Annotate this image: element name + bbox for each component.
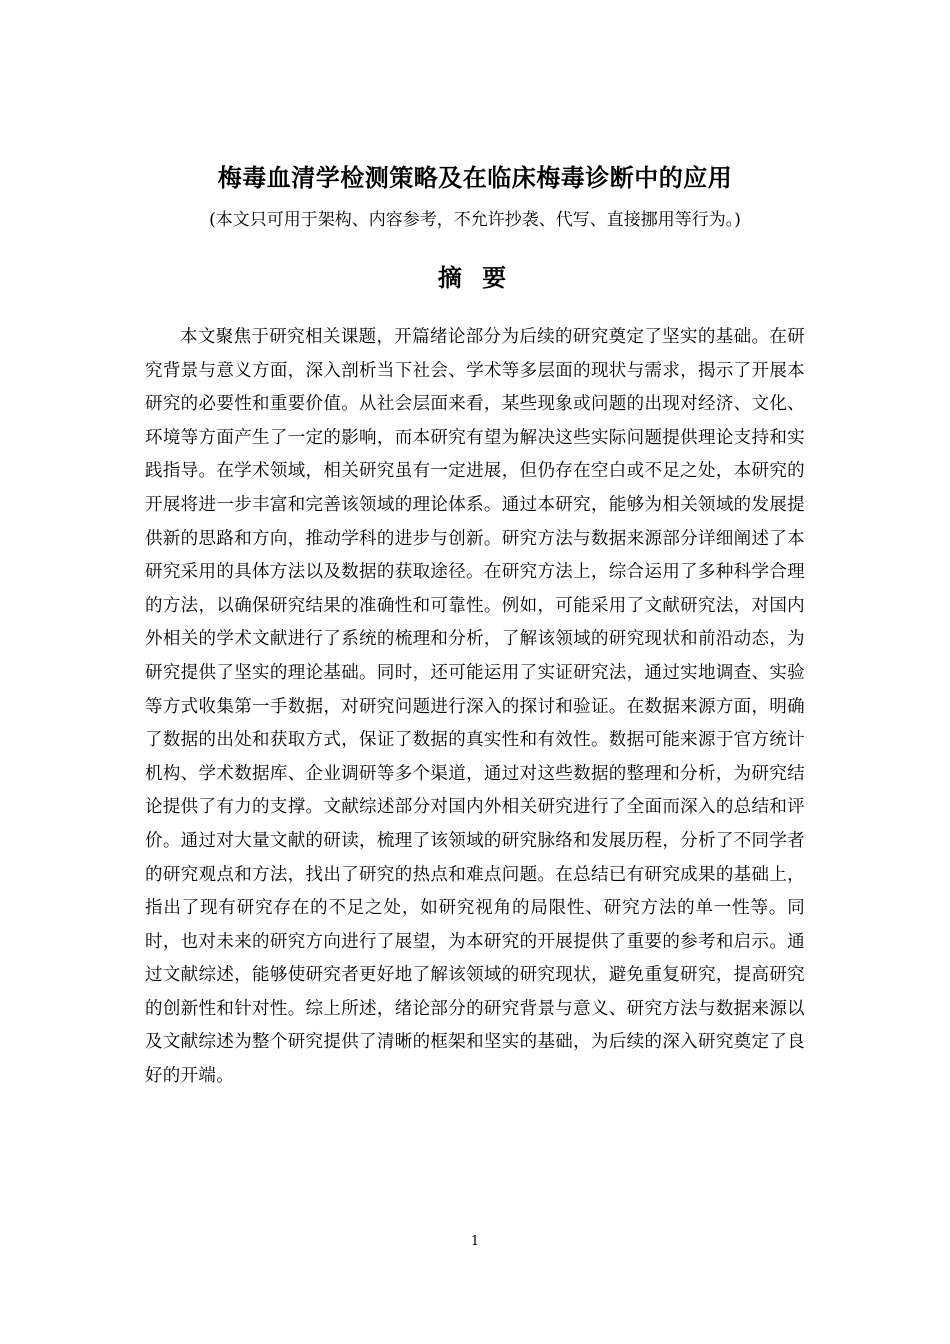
document-title: 梅毒血清学检测策略及在临床梅毒诊断中的应用	[217, 164, 733, 192]
usage-disclaimer: (本文只可用于架构、内容参考，不允许抄袭、代写、直接挪用等行为。)	[209, 210, 741, 230]
abstract-body: 本文聚焦于研究相关课题，开篇绪论部分为后续的研究奠定了坚实的基础。在研究背景与意义方面，深入剖析当下社会、学术等多层面的现状与需求，揭示了开展本研究的必要性和重要价值。从社会层面来看，某些现象或问题的出现对经济、文化、环境等方面产生了一定的影响，而本研究有望为解决这些实际问题提供理论支持和实践指导。在学术领域，相关研究虽有一定进展，但仍存在空白或不足之处，本研究的开展将进一步丰富和完善该领域的理论体系。通过本研究，能够为相关领域的发展提供新的思路和方向，推动学科的进步与创新。研究方法与数据来源部分详细阐述了本研究采用的具体方法以及数据的获取途径。在研究方法上，综合运用了多种科学合理的方法，以确保研究结果的准确性和可靠性。例如，可能采用了文献研究法，对国内外相关的学术文献进行了系统的梳理和分析，了解该领域的研究现状和前沿动态，为研究提供了坚实的理论基础。同时，还可能运用了实证研究法，通过实地调查、实验等方式收集第一手数据，对研究问题进行深入的探讨和验证。在数据来源方面，明确了数据的出处和获取方式，保证了数据的真实性和有效性。数据可能来源于官方统计机构、学术数据库、企业调研等多个渠道，通过对这些数据的整理和分析，为研究结论提供了有力的支撑。文献综述部分对国内外相关研究进行了全面而深入的总结和评价。通过对大量文献的研读，梳理了该领域的研究脉络和发展历程，分析了不同学者的研究观点和方法，找出了研究的热点和难点问题。在总结已有研究成果的基础上，指出了现有研究存在的不足之处，如研究视角的局限性、研究方法的单一性等。同时，也对未来的研究方向进行了展望，为本研究的开展提供了重要的参考和启示。通过文献综述，能够使研究者更好地了解该领域的研究现状，避免重复研究，提高研究的创新性和针对性。综上所述，绪论部分的研究背景与意义、研究方法与数据来源以及文献综述为整个研究提供了清晰的框架和坚实的基础，为后续的深入研究奠定了良好的开端。	[145, 327, 805, 1087]
abstract-heading: 摘 要	[437, 264, 513, 292]
page-number: 1	[470, 1234, 480, 1249]
